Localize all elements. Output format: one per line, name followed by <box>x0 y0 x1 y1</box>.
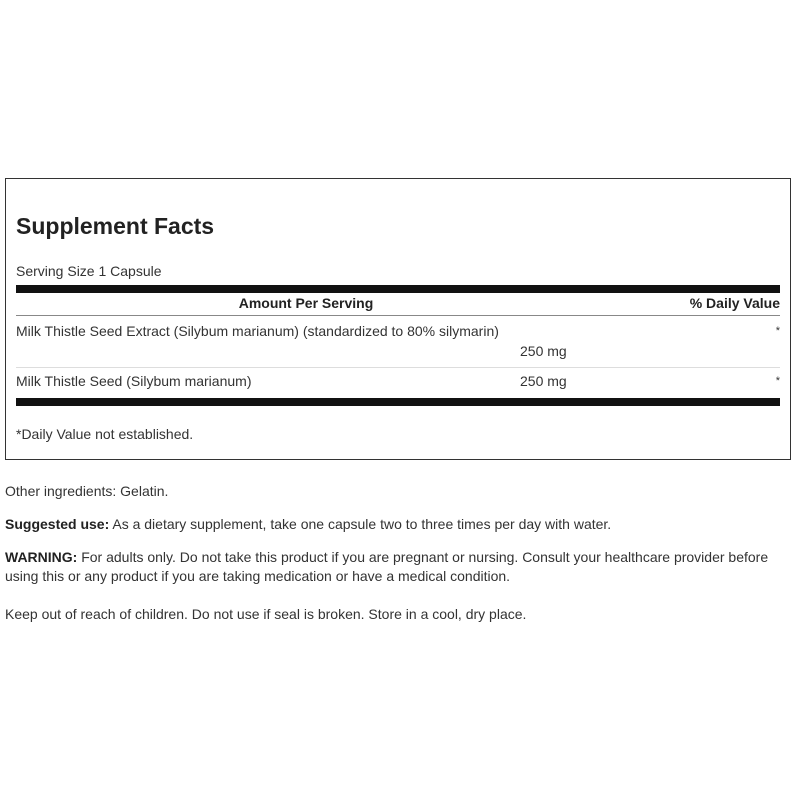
panel-title: Supplement Facts <box>16 213 215 239</box>
storage-instructions: Keep out of reach of children. Do not use if seal is broken. Store in a cool, dry place. <box>5 606 527 622</box>
top-divider <box>16 285 780 293</box>
ingredient-row <box>16 372 780 394</box>
serving-size: Serving Size 1 Capsule <box>16 263 162 279</box>
header-daily-value: % Daily Value <box>689 295 780 311</box>
table-header <box>16 293 780 316</box>
warning-text: For adults only. Do not take this product if you are pregnant or nursing. Consult your healthcare provider before using this or any product if you are taking medication or have a medical condition. <box>5 549 769 584</box>
supplement-facts-panel <box>5 178 791 460</box>
ingredient-row <box>16 322 780 368</box>
ingredient-name: Milk Thistle Seed (Silybum marianum) <box>16 373 252 389</box>
suggested-use-label: Suggested use: <box>5 516 110 532</box>
ingredient-amount: 250 mg <box>520 373 567 389</box>
ingredient-name: Milk Thistle Seed Extract (Silybum marianum) (standardized to 80% silymarin) <box>16 323 499 339</box>
warning <box>5 548 790 586</box>
suggested-use <box>5 515 790 534</box>
warning-label: WARNING: <box>5 549 78 565</box>
footnote: *Daily Value not established. <box>16 426 194 442</box>
suggested-use-text: As a dietary supplement, take one capsule two to three times per day with water. <box>109 516 612 532</box>
ingredient-daily-value: * <box>775 375 780 387</box>
header-amount-per-serving: Amount Per Serving <box>238 295 374 311</box>
ingredient-daily-value: * <box>775 325 780 337</box>
ingredient-amount: 250 mg <box>520 343 567 359</box>
bottom-divider <box>16 398 780 406</box>
other-ingredients: Other ingredients: Gelatin. <box>5 483 169 499</box>
